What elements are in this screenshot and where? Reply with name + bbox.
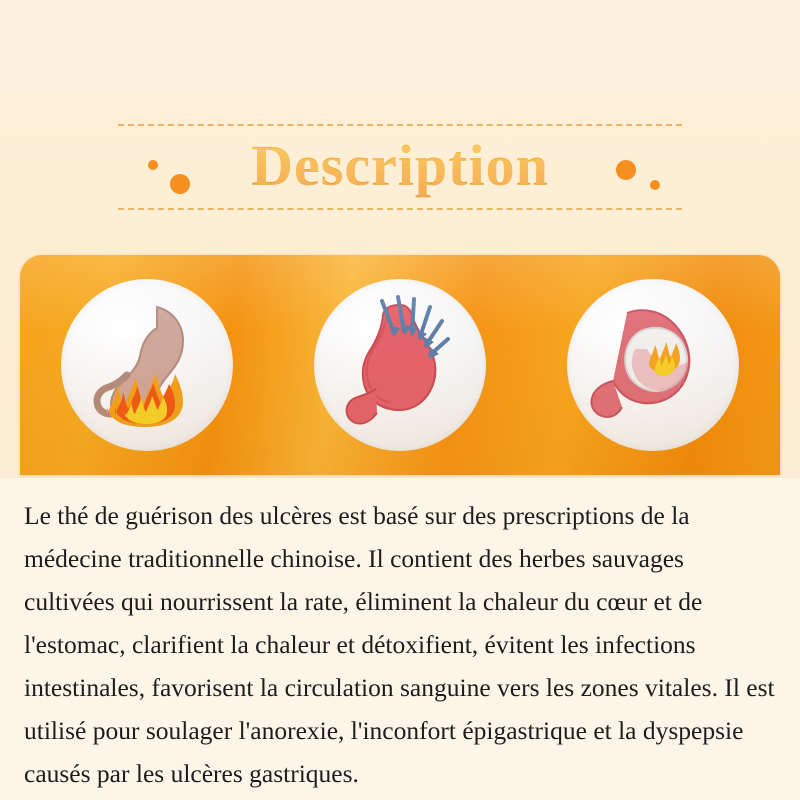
stomach-ulcer-cutaway-illustration bbox=[567, 279, 739, 451]
dashed-divider-top bbox=[118, 124, 682, 126]
title-block bbox=[118, 112, 682, 220]
illustration-panel bbox=[20, 255, 780, 475]
description-text-area bbox=[0, 478, 800, 800]
stomach-on-fire-illustration bbox=[61, 279, 233, 451]
dashed-divider-bottom bbox=[118, 208, 682, 210]
stomach-on-fire-icon bbox=[61, 279, 233, 451]
illustration-circle-list bbox=[20, 277, 780, 453]
top-band bbox=[0, 0, 800, 93]
description-paragraph: Le thé de guérison des ulcères est basé sur des prescriptions de la médecine traditionnelle chinoise. Il contient des herbes sauvages cultivées qui nourrissent la rate, éliminent la chaleur du cœur et de l'estomac, clarifient la chaleur et détoxifient, évitent les infections intestinales, favorisent la circulation sanguine vers les zones vitales. Il est utilisé pour soulager l'anorexie, l'inconfort épigastrique et la dyspepsie causés par les ulcères gastriques. bbox=[24, 501, 775, 788]
page-title: Description bbox=[118, 132, 682, 199]
stomach-ulcer-icon bbox=[567, 279, 739, 451]
stomach-with-arrows-illustration bbox=[314, 279, 486, 451]
stomach-arrows-icon bbox=[314, 279, 486, 451]
